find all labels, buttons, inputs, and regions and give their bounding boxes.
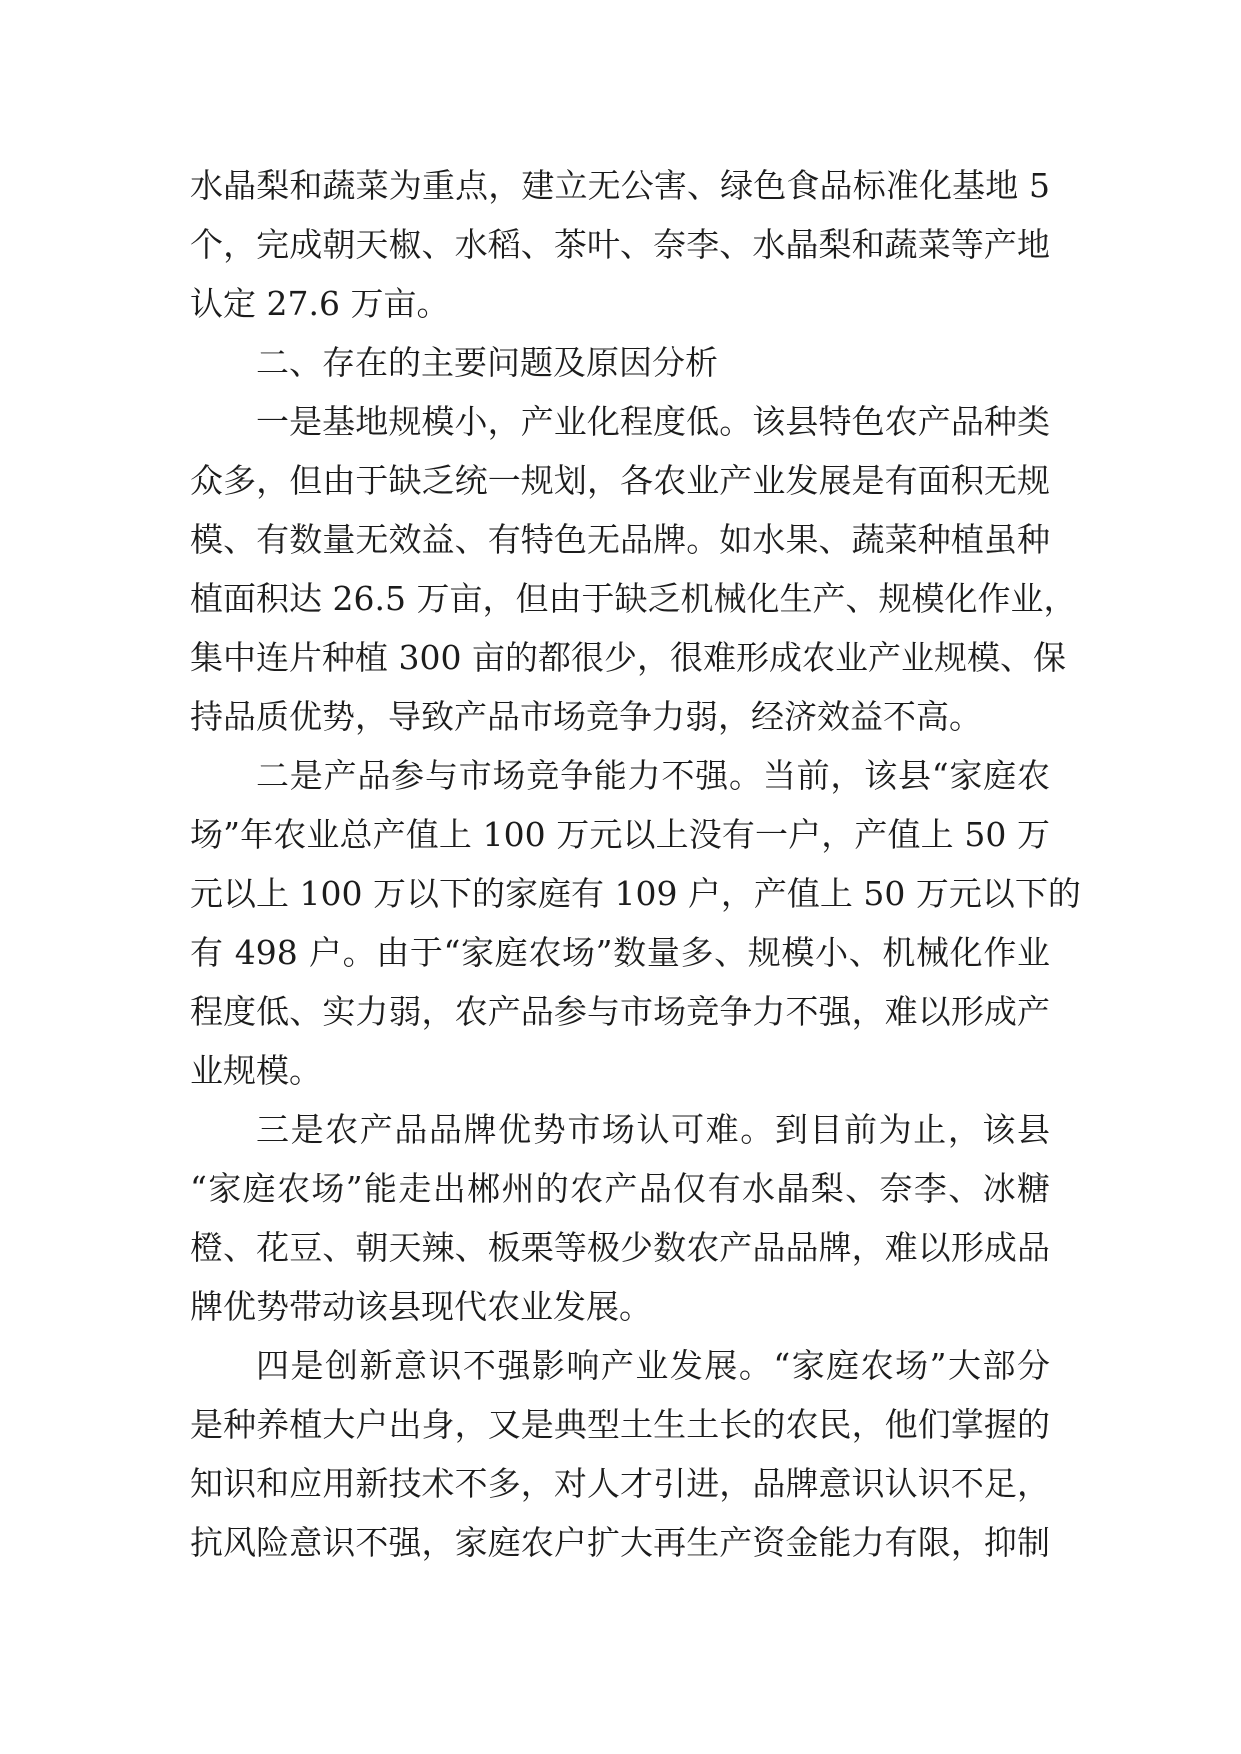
- text-line: 是种养植大户出身，又是典型土生土长的农民，他们掌握的: [190, 1405, 1050, 1444]
- text-line: 元以上 100 万以下的家庭有 109 户，产值上 50 万元以下的: [190, 874, 1081, 913]
- text-line: 众多，但由于缺乏统一规划，各农业产业发展是有面积无规: [190, 461, 1050, 500]
- text-line: 集中连片种植 300 亩的都很少，很难形成农业产业规模、保: [190, 638, 1066, 677]
- text-line: 一是基地规模小，产业化程度低。该县特色农产品种类: [256, 402, 1050, 441]
- text-line: 牌优势带动该县现代农业发展。: [190, 1287, 652, 1326]
- text-line: 业规模。: [190, 1051, 322, 1090]
- text-line: 植面积达 26.5 万亩，但由于缺乏机械化生产、规模化作业，: [190, 579, 1077, 618]
- text-line: 知识和应用新技术不多，对人才引进，品牌意识认识不足，: [190, 1464, 1050, 1503]
- text-line: 程度低、实力弱，农产品参与市场竞争力不强，难以形成产: [190, 992, 1050, 1031]
- text-line: 水晶梨和蔬菜为重点，建立无公害、绿色食品标准化基地 5: [190, 166, 1050, 205]
- text-line: 认定 27.6 万亩。: [190, 284, 450, 323]
- text-line: 场”年农业总产值上 100 万元以上没有一户，产值上 50 万: [190, 815, 1050, 854]
- text-line: 有 498 户。由于“家庭农场”数量多、规模小、机械化作业: [190, 933, 1050, 972]
- text-line: 四是创新意识不强影响产业发展。“家庭农场”大部分: [256, 1346, 1050, 1385]
- text-line: “家庭农场”能走出郴州的农产品仅有水晶梨、奈李、冰糖: [190, 1169, 1050, 1208]
- text-line: 二是产品参与市场竞争能力不强。当前，该县“家庭农: [256, 756, 1050, 795]
- text-line: 个，完成朝天椒、水稻、茶叶、奈李、水晶梨和蔬菜等产地: [190, 225, 1050, 264]
- text-line: 抗风险意识不强，家庭农户扩大再生产资金能力有限，抑制: [190, 1523, 1050, 1562]
- text-line: 持品质优势，导致产品市场竞争力弱，经济效益不高。: [190, 697, 982, 736]
- text-line: 三是农产品品牌优势市场认可难。到目前为止，该县: [256, 1110, 1050, 1149]
- text-line: 橙、花豆、朝天辣、板栗等极少数农产品品牌，难以形成品: [190, 1228, 1050, 1267]
- text-line: 模、有数量无效益、有特色无品牌。如水果、蔬菜种植虽种: [190, 520, 1050, 559]
- section-heading: 二、存在的主要问题及原因分析: [256, 343, 718, 382]
